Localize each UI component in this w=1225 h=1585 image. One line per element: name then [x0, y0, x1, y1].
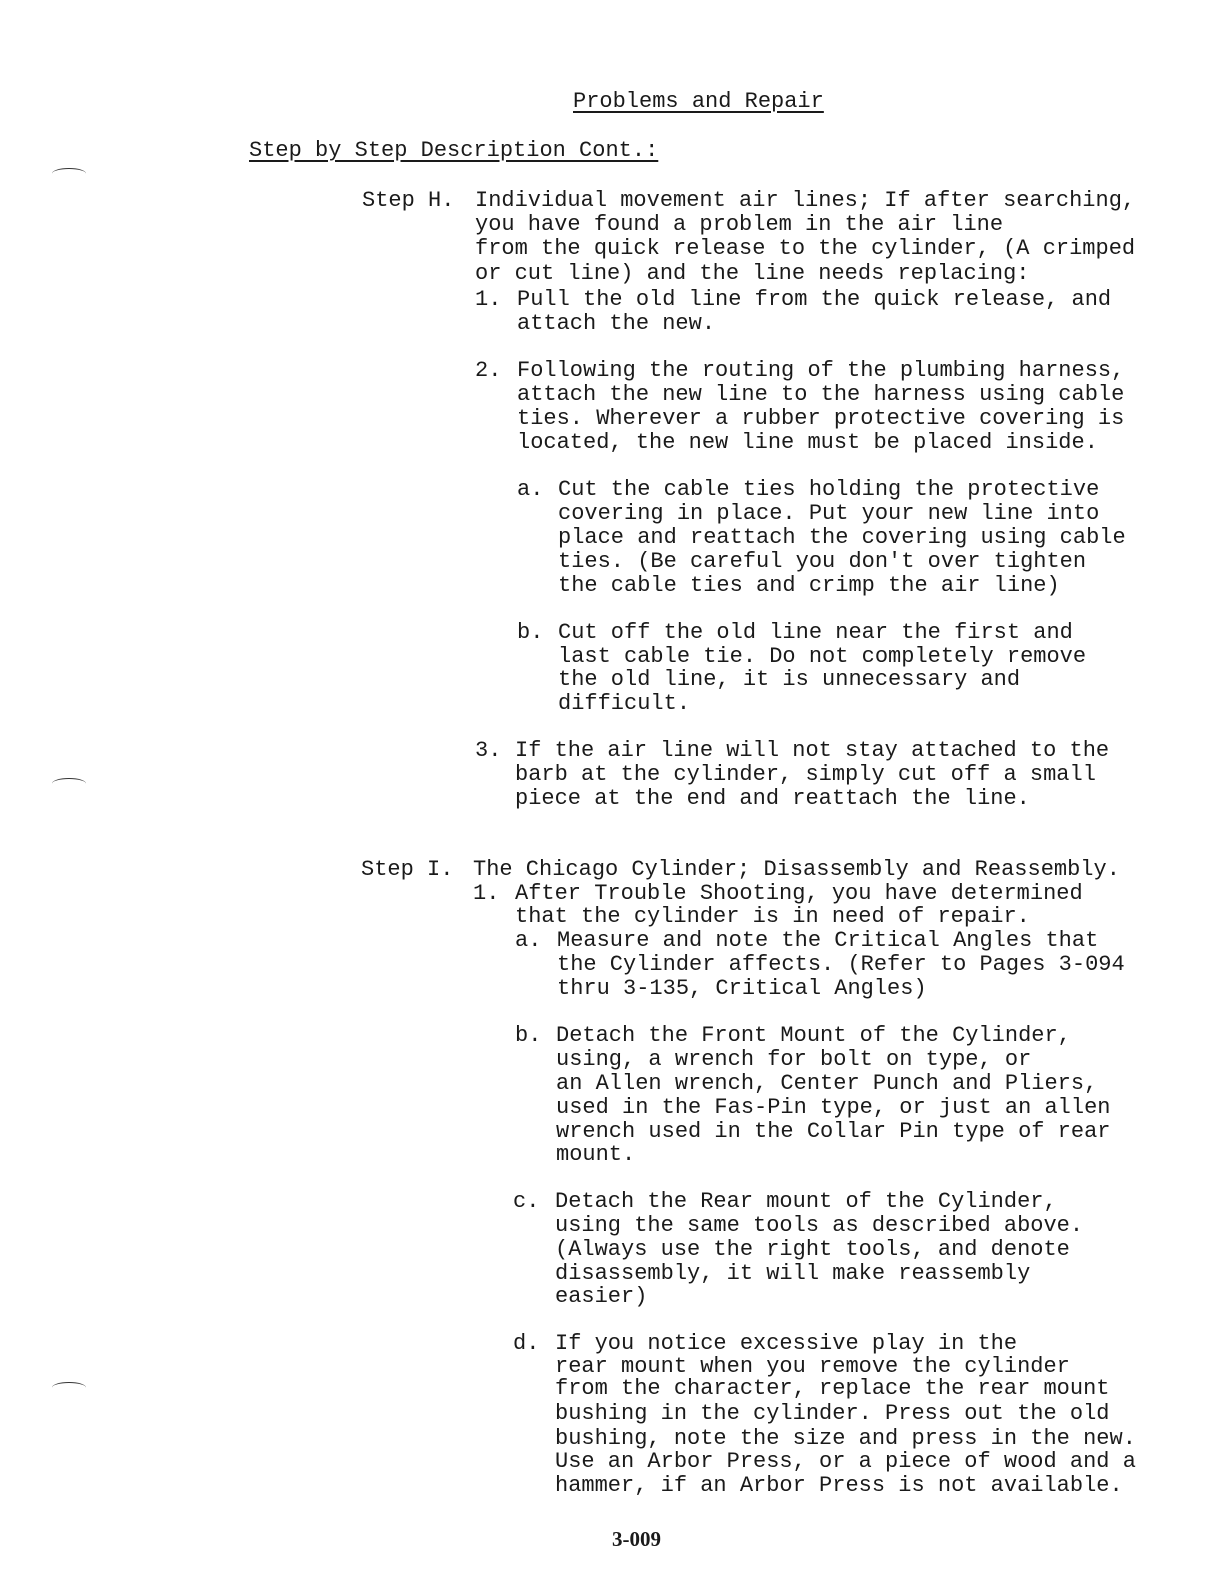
step-i-intro-line: The Chicago Cylinder; Disassembly and Reassembly. [473, 857, 1120, 882]
step-i-subitem-c-line: Detach the Rear mount of the Cylinder, [555, 1189, 1057, 1214]
page-title: Problems and Repair [573, 89, 824, 114]
step-h-item-1-line: attach the new. [517, 311, 716, 336]
step-h-subitem-a-line: ties. (Be careful you don't over tighten [558, 549, 1087, 574]
step-h-subitem-a-line: place and reattach the covering using cable [558, 525, 1126, 550]
step-h-intro-line: Individual movement air lines; If after searching, [475, 188, 1136, 213]
step-h-subitem-a-line: covering in place. Put your new line into [558, 501, 1100, 526]
step-i-subitem-d-line: bushing in the cylinder. Press out the old [555, 1401, 1110, 1426]
step-i-subitem-b-line: wrench used in the Collar Pin type of rear [556, 1119, 1111, 1144]
step-h-subitem-a-line: the cable ties and crimp the air line) [558, 573, 1060, 598]
step-h-intro-line: you have found a problem in the air line [475, 212, 1004, 237]
step-i-label: Step I. [361, 857, 454, 882]
step-i-subitem-d-line: bushing, note the size and press in the new. [555, 1426, 1136, 1451]
step-h-subitem-b-letter: b. [517, 620, 544, 645]
step-h-item-3-line: piece at the end and reattach the line. [515, 786, 1030, 811]
step-h-subitem-b-line: the old line, it is unnecessary and [558, 667, 1021, 692]
step-h-subitem-a-letter: a. [517, 477, 544, 502]
binder-hole-mark [52, 1382, 86, 1393]
step-i-subitem-d-line: rear mount when you remove the cylinder [555, 1354, 1070, 1379]
step-i-item-1-number: 1. [473, 881, 500, 906]
step-h-subitem-b-line: difficult. [558, 691, 691, 716]
step-i-subitem-d-letter: d. [513, 1331, 540, 1356]
step-h-item-2-line: Following the routing of the plumbing harness, [517, 358, 1125, 383]
step-i-item-1-line: that the cylinder is in need of repair. [515, 904, 1030, 929]
step-i-subitem-a-line: the Cylinder affects. (Refer to Pages 3-094 [557, 952, 1125, 977]
step-i-subitem-a-line: Measure and note the Critical Angles that [557, 928, 1099, 953]
step-h-subitem-a-line: Cut the cable ties holding the protective [558, 477, 1100, 502]
step-i-subitem-c-line: (Always use the right tools, and denote [555, 1237, 1070, 1262]
step-i-subitem-b-line: used in the Fas-Pin type, or just an allen [556, 1095, 1111, 1120]
binder-hole-mark [52, 168, 86, 179]
step-i-subitem-b-line: Detach the Front Mount of the Cylinder, [556, 1023, 1071, 1048]
step-i-subitem-d-line: hammer, if an Arbor Press is not available. [555, 1473, 1123, 1498]
step-i-subitem-b-line: using, a wrench for bolt on type, or [556, 1047, 1032, 1072]
step-i-subitem-d-line: If you notice excessive play in the [555, 1331, 1018, 1356]
step-h-intro-line: from the quick release to the cylinder, (A crimped [475, 236, 1136, 261]
step-i-subitem-d-line: from the character, replace the rear mount [555, 1376, 1110, 1401]
step-i-subitem-c-line: easier) [555, 1284, 648, 1309]
step-i-subitem-a-line: thru 3-135, Critical Angles) [557, 976, 927, 1001]
step-h-item-2-number: 2. [475, 358, 502, 383]
step-i-subitem-c-line: using the same tools as described above. [555, 1213, 1084, 1238]
step-h-item-1-number: 1. [475, 287, 502, 312]
step-h-item-3-number: 3. [475, 738, 502, 763]
step-h-item-2-line: ties. Wherever a rubber protective covering is [517, 406, 1125, 431]
step-i-subitem-b-line: an Allen wrench, Center Punch and Pliers, [556, 1071, 1098, 1096]
section-subtitle: Step by Step Description Cont.: [249, 138, 659, 163]
step-h-subitem-b-line: Cut off the old line near the first and [558, 620, 1073, 645]
step-h-label: Step H. [362, 188, 455, 213]
step-h-item-2-line: located, the new line must be placed inside. [517, 430, 1098, 455]
step-i-subitem-c-line: disassembly, it will make reassembly [555, 1261, 1031, 1286]
page-number: 3-009 [612, 1527, 661, 1551]
step-h-item-3-line: barb at the cylinder, simply cut off a small [515, 762, 1096, 787]
step-i-subitem-b-line: mount. [556, 1142, 636, 1167]
step-i-subitem-d-line: Use an Arbor Press, or a piece of wood and a [555, 1449, 1136, 1474]
binder-hole-mark [52, 778, 86, 789]
step-i-subitem-b-letter: b. [515, 1023, 542, 1048]
step-i-subitem-a-letter: a. [515, 928, 542, 953]
step-h-item-2-line: attach the new line to the harness using cable [517, 382, 1125, 407]
step-h-item-1-line: Pull the old line from the quick release, and [517, 287, 1112, 312]
step-h-item-3-line: If the air line will not stay attached to the [515, 738, 1110, 763]
step-i-subitem-c-letter: c. [513, 1189, 540, 1214]
step-i-item-1-line: After Trouble Shooting, you have determined [515, 881, 1083, 906]
step-h-intro-line: or cut line) and the line needs replacing: [475, 261, 1030, 286]
step-h-subitem-b-line: last cable tie. Do not completely remove [558, 644, 1087, 669]
